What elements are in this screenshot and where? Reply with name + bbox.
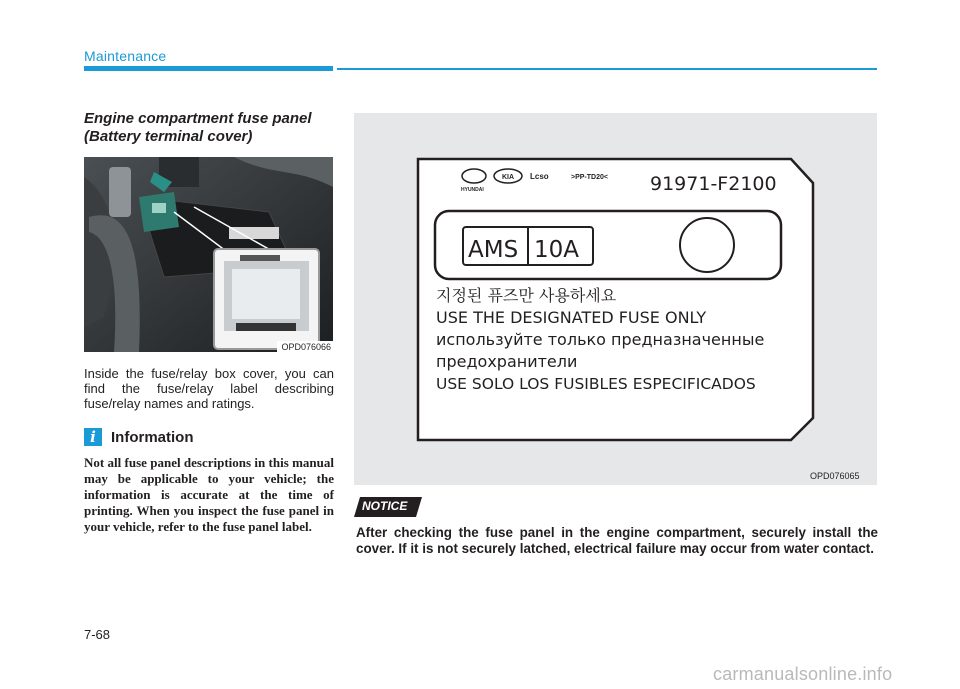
fuse-rating: 10A: [534, 237, 580, 263]
material-code: >PP-TD20<: [571, 174, 608, 181]
header-rule-thick: [84, 66, 333, 71]
brand-mark: Lcso: [530, 172, 549, 181]
label-russian-text-1: используйте только предназначенные: [436, 330, 765, 349]
engine-compartment-illustration: [84, 157, 333, 352]
kia-wordmark: KIA: [502, 174, 515, 181]
label-spanish-text: USE SOLO LOS FUSIBLES ESPECIFICADOS: [436, 375, 756, 393]
label-russian-text-2: предохранители: [436, 352, 578, 371]
hyundai-wordmark: HYUNDAI: [461, 187, 484, 193]
engine-fuse-panel-photo: [84, 157, 333, 352]
fuse-label-figure: [354, 113, 877, 485]
section-title-line-1: Engine compartment fuse panel: [84, 110, 312, 127]
body-paragraph: Inside the fuse/relay box cover, you can find the fuse/relay label describing fuse/relay names and ratings.: [84, 366, 334, 411]
label-korean-text: 지정된 퓨즈만 사용하세요: [436, 286, 617, 305]
information-icon: i: [84, 428, 102, 446]
section-title-line-2: (Battery terminal cover): [84, 128, 253, 145]
fuse-name: AMS: [468, 237, 519, 263]
notice-badge: NOTICE: [362, 499, 408, 513]
fuse-label-drawing: [354, 113, 877, 485]
notice-text: After checking the fuse panel in the engine compartment, securely install the cover. If it is not securely latched, electrical failure may occur from water contact.: [356, 525, 878, 556]
figure-reference-code: OPD076065: [810, 471, 860, 481]
label-english-text: USE THE DESIGNATED FUSE ONLY: [436, 308, 707, 327]
part-number: 91971-F2100: [650, 173, 777, 195]
information-text: Not all fuse panel descriptions in this manual may be applicable to your vehicle; the information is accurate at the time of printing. When you inspect the fuse panel in your vehicle, refer to the fuse panel label.: [84, 455, 334, 534]
section-title: [84, 110, 344, 146]
page-number: 7-68: [84, 627, 111, 642]
section-header: Maintenance: [84, 48, 167, 64]
watermark: carmanualsonline.info: [713, 664, 893, 684]
photo-reference-code: OPD076066: [277, 341, 333, 352]
header-rule-thin: [337, 68, 877, 70]
information-title: Information: [111, 429, 194, 446]
